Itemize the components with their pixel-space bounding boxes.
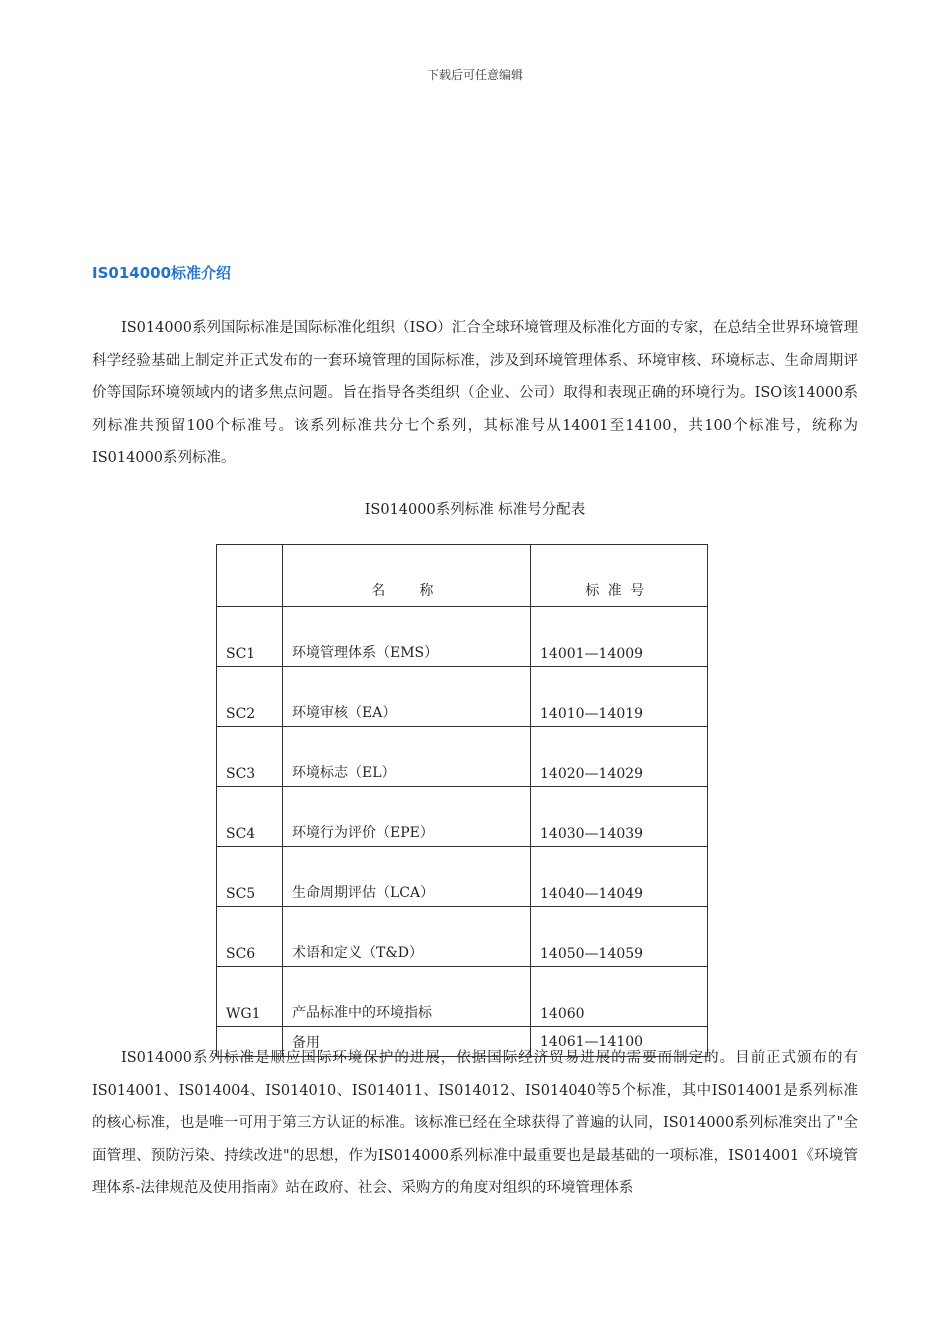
row-code: SC5 <box>217 847 283 907</box>
row-code: WG1 <box>217 967 283 1027</box>
intro-paragraph: IS014000系列国际标准是国际标准化组织（ISO）汇合全球环境管理及标准化方面的专家，在总结全世界环境管理科学经验基础上制定并正式发布的一套环境管理的国际标准，涉及到环境管理体系、环境审核、环境标志、生命周期评价等国际环境领域内的诸多焦点问题。旨在指导各类组织（企业、公司）取得和表现正确的环境行为。ISO该14000系列标准共预留100个标准号。该系列标准共分七个系列，其标准号从14001至14100，共100个标准号，统称为IS014000系列标准。 <box>92 320 858 466</box>
table-row <box>217 607 708 667</box>
page-header-note: 下载后可任意编辑 <box>426 68 523 82</box>
row-code: SC2 <box>217 667 283 727</box>
table-row <box>217 727 708 787</box>
row-number: 14060 <box>531 967 708 1027</box>
standards-table <box>216 544 708 1057</box>
row-number: 14020—14029 <box>531 727 708 787</box>
table-row <box>217 847 708 907</box>
table-row <box>217 787 708 847</box>
row-name: 环境审核（EA） <box>283 667 531 727</box>
row-number: 14001—14009 <box>531 607 708 667</box>
row-name: 产品标准中的环境指标 <box>283 967 531 1027</box>
row-code: SC6 <box>217 907 283 967</box>
header-code <box>217 545 283 607</box>
row-name: 备用 <box>283 1027 531 1057</box>
table-header-row <box>217 545 708 607</box>
row-number: 14030—14039 <box>531 787 708 847</box>
row-name: 环境标志（EL） <box>283 727 531 787</box>
header-number: 标准号 <box>531 545 708 607</box>
table-row <box>217 967 708 1027</box>
row-number: 14061—14100 <box>531 1027 708 1057</box>
header-name: 名 称 <box>283 545 531 607</box>
row-code: SC1 <box>217 607 283 667</box>
table-row <box>217 907 708 967</box>
row-code: SC4 <box>217 787 283 847</box>
body-paragraph: IS014000系列标准是顺应国际环境保护的进展，依据国际经济贸易进展的需要而制定的。目前正式颁布的有IS014001、IS014004、IS014010、IS014011、IS014012、IS014040等5个标准，其中IS014001是系列标准的核心标准，也是唯一可用于第三方认证的标准。该标准已经在全球获得了普遍的认同，IS014000系列标准突出了"全面管理、预防污染、持续改进"的思想，作为IS014000系列标准中最重要也是最基础的一项标准，IS014001《环境管理体系-法律规范及使用指南》站在政府、社会、采购方的角度对组织的环境管理体系 <box>92 1050 858 1196</box>
row-number: 14050—14059 <box>531 907 708 967</box>
row-name: 环境管理体系（EMS） <box>283 607 531 667</box>
row-number: 14040—14049 <box>531 847 708 907</box>
row-code: SC3 <box>217 727 283 787</box>
row-number: 14010—14019 <box>531 667 708 727</box>
section-title: IS014000标准介绍 <box>92 264 232 282</box>
row-name: 生命周期评估（LCA） <box>283 847 531 907</box>
table-row <box>217 667 708 727</box>
row-name: 环境行为评价（EPE） <box>283 787 531 847</box>
row-name: 术语和定义（T&D） <box>283 907 531 967</box>
table-caption: IS014000系列标准 标准号分配表 <box>364 502 586 518</box>
